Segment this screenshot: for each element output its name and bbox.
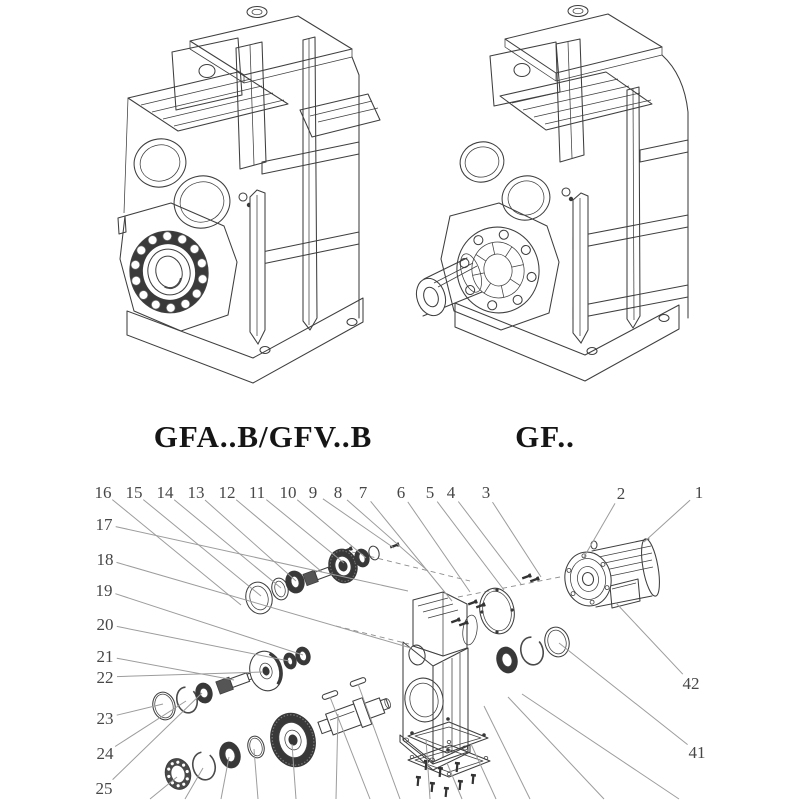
leader-line-9 — [323, 499, 394, 548]
leader-line-3 — [493, 502, 542, 577]
callout-number-6: 6 — [396, 483, 406, 502]
leader-line-7 — [371, 501, 452, 601]
callout-layer — [95, 483, 706, 798]
bearing-face — [121, 222, 218, 321]
leader-line-14 — [174, 500, 281, 588]
callout-number-19: 19 — [95, 581, 113, 600]
callout-number-25: 25 — [95, 779, 113, 798]
callout-number-21: 21 — [96, 647, 114, 666]
leader-line-6 — [408, 502, 470, 592]
oil-pan-gasket — [408, 717, 488, 753]
output-shaft — [412, 251, 486, 319]
callout-number-42: 42 — [682, 674, 700, 693]
callout-number-8: 8 — [333, 483, 343, 502]
leader-line-20 — [117, 626, 289, 661]
figure-solid-shaft-gear-reducer — [412, 6, 688, 382]
callout-number-16: 16 — [94, 483, 112, 502]
callout-number-2: 2 — [616, 484, 626, 503]
cropped-leader-lines — [150, 684, 679, 799]
callout-number-10: 10 — [279, 483, 297, 502]
callout-number-1: 1 — [694, 483, 704, 502]
leader-line-21 — [117, 658, 234, 680]
adapter-gasket-ring — [476, 585, 519, 637]
retaining-ring — [518, 635, 546, 668]
callout-number-5: 5 — [425, 483, 435, 502]
callout-number-9: 9 — [308, 483, 318, 502]
leader-line-1 — [644, 500, 690, 542]
leader-line-24 — [115, 701, 186, 747]
output-flange-face — [449, 219, 547, 320]
leader-line-42 — [616, 603, 683, 674]
callout-number-12: 12 — [218, 483, 236, 502]
callout-number-20: 20 — [96, 615, 114, 634]
leader-line-10 — [297, 500, 366, 558]
callout-number-18: 18 — [96, 550, 114, 569]
callout-number-3: 3 — [481, 483, 491, 502]
callout-number-4: 4 — [446, 483, 456, 502]
caption-left-model: GFA..B/GFV..B — [153, 419, 373, 454]
callout-number-23: 23 — [96, 709, 114, 728]
cover-bolts — [415, 760, 476, 797]
motor — [561, 538, 663, 610]
caption-right-model: GF.. — [515, 419, 575, 454]
input-bearing — [494, 645, 520, 675]
seal-ring — [542, 624, 573, 659]
callout-number-15: 15 — [125, 483, 143, 502]
callout-number-24: 24 — [96, 744, 114, 763]
intermediate-shaft-assembly — [150, 645, 312, 722]
callout-number-11: 11 — [248, 483, 266, 502]
callout-number-7: 7 — [358, 483, 368, 502]
leader-line-11 — [266, 500, 344, 563]
callout-number-13: 13 — [187, 483, 205, 502]
exploded-view — [95, 483, 706, 799]
leader-line-19 — [115, 594, 303, 655]
callout-number-22: 22 — [96, 668, 114, 687]
leader-line-15 — [143, 500, 261, 596]
callout-number-17: 17 — [95, 515, 113, 534]
callout-number-14: 14 — [156, 483, 174, 502]
leader-line-5 — [437, 502, 504, 590]
gear-housing — [400, 592, 479, 770]
figure-hollow-shaft-gear-reducer — [118, 7, 380, 384]
callout-number-41: 41 — [688, 743, 706, 762]
